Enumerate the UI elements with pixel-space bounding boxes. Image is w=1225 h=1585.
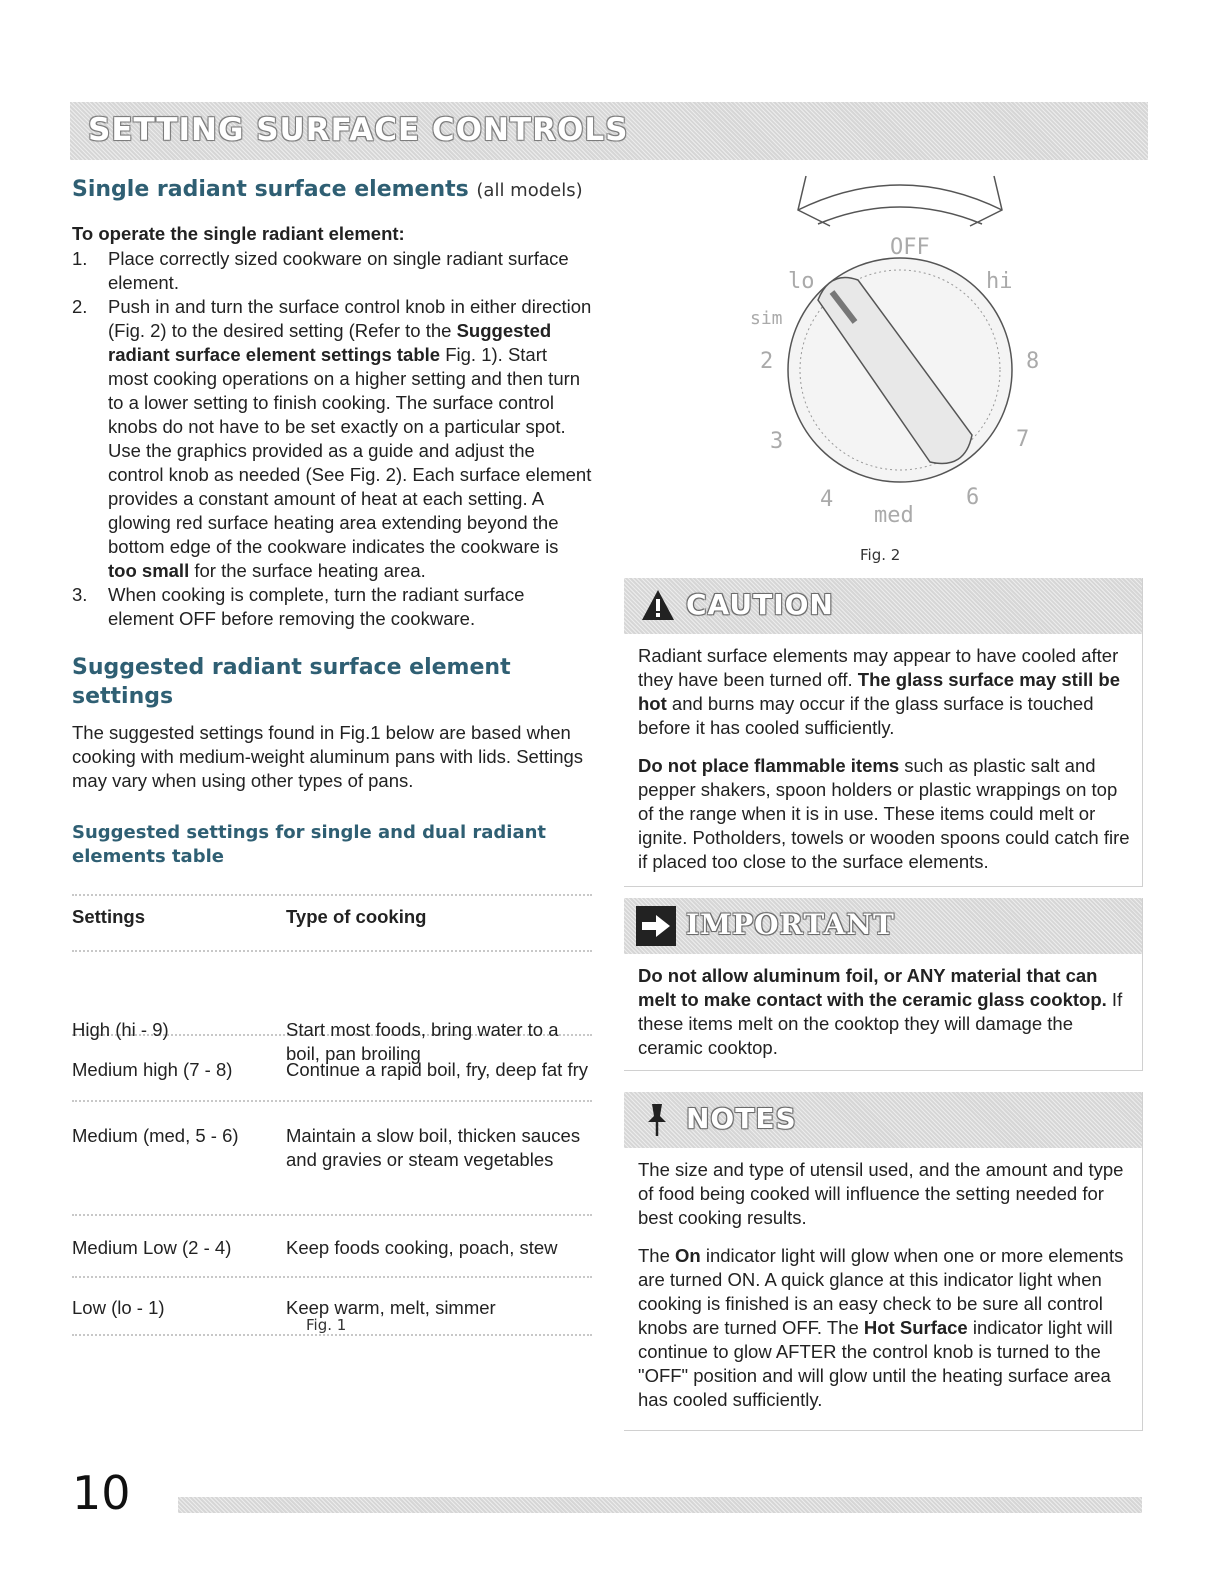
caution-content <box>624 634 1142 882</box>
step-text: Place correctly sized cookware on single radiant surface element. <box>108 248 569 293</box>
notes-paragraph <box>638 1244 1134 1412</box>
knob-label-7: 7 <box>1016 427 1030 452</box>
single-elements-heading-text: Single radiant surface elements <box>72 177 469 202</box>
left-column <box>72 175 592 869</box>
knob-label-lo: lo <box>788 269 815 294</box>
step-item <box>72 583 592 631</box>
knob-label-6: 6 <box>966 485 980 510</box>
step-bold-too-small: too small <box>108 560 190 581</box>
suggested-heading: Suggested radiant surface element settings <box>72 655 511 709</box>
important-paragraph <box>638 964 1134 1060</box>
caution-text: Radiant surface elements may appear to have cooled after they have been turned off. <box>638 645 1119 690</box>
step-number: 2. <box>72 296 88 317</box>
table-cell-cooking: Continue a rapid boil, fry, deep fat fry <box>286 1059 588 1080</box>
settings-table <box>72 894 592 1336</box>
important-content <box>624 954 1142 1068</box>
table-header-settings: Settings <box>72 906 145 927</box>
step-text: Fig. 1). Start most cooking operations on a higher setting and then turn to a lower setting to finish cooking. The surface control knobs do not have to be set exactly on a particular spot. Use the graphics provided as a guide and adjust the control knob as needed (See Fig. 2). Each surface element provides a constant amount of heat at each setting. A glowing red surface heating area extending beyond the bottom edge of the cookware indicates the cookware is <box>108 344 592 557</box>
important-bold-text: Do not allow aluminum foil, or ANY material that can melt to make contact with the ceramic glass cooktop. <box>638 965 1107 1010</box>
step-text: Push in and turn the surface control knob in either direction (Fig. 2) to the desired setting (Refer to the <box>108 296 592 341</box>
caution-bold-text: Do not place flammable items <box>638 755 900 776</box>
important-arrow-icon <box>636 906 676 946</box>
suggested-text: The suggested settings found in Fig.1 below are based when cooking with medium-weight aluminum pans with lids. Settings may vary when using other types of pans. <box>72 722 584 791</box>
section-header-band <box>70 102 1148 160</box>
caution-box <box>624 578 1143 887</box>
table-cell-setting: Medium (med, 5 - 6) <box>72 1125 239 1146</box>
fig2-caption: Fig. 2 <box>860 546 901 564</box>
important-band <box>624 898 1142 954</box>
control-knob-diagram <box>740 170 1060 570</box>
table-row <box>72 1036 592 1102</box>
table-header-type: Type of cooking <box>286 906 427 927</box>
step-number: 3. <box>72 584 88 605</box>
knob-label-off: OFF <box>890 235 930 260</box>
single-elements-heading-sub: (all models) <box>476 180 583 201</box>
table-cell-cooking: Start most foods, bring water to a boil, pan broiling <box>286 1019 559 1064</box>
table-cell-setting: Medium Low (2 - 4) <box>72 1237 232 1258</box>
caution-band <box>624 578 1142 634</box>
pushpin-icon <box>642 1102 672 1138</box>
table-row <box>72 952 592 1064</box>
notes-box <box>624 1092 1143 1431</box>
notes-bold-text: On <box>675 1245 701 1266</box>
table-title: Suggested settings for single and dual radiant elements table <box>72 822 547 867</box>
table-cell-setting: Low (lo - 1) <box>72 1297 165 1318</box>
single-elements-heading <box>72 175 592 205</box>
caution-paragraph <box>638 644 1134 740</box>
direction-arrow-icon <box>798 176 1002 226</box>
notes-text: indicator light will glow when one or more elements are turned ON. A quick glance at this indicator light when cooking is finished is an easy check to be sure all control knobs are turned OFF. The <box>638 1245 1124 1338</box>
table-cell-setting: Medium high (7 - 8) <box>72 1059 233 1080</box>
knob-label-sim: sim <box>750 308 783 329</box>
table-cell-setting: High (hi - 9) <box>72 1019 169 1040</box>
operate-heading: To operate the single radiant element: <box>72 223 405 244</box>
caution-text: such as plastic salt and pepper shakers, spoon holders or plastic wrappings on top of the range when it is in use. These items could melt or ignite. Potholders, towels or wooden spoons could catch fire if placed too close to the surface elements. <box>638 755 1130 872</box>
footer-band <box>178 1497 1142 1513</box>
caution-paragraph <box>638 754 1134 874</box>
caution-text: and burns may occur if the glass surface is touched before it has cooled sufficiently. <box>638 693 1094 738</box>
important-text: If these items melt on the cooktop they will damage the ceramic cooktop. <box>638 989 1123 1058</box>
table-row <box>72 1102 592 1216</box>
step-item <box>72 295 592 583</box>
warning-triangle-icon <box>640 588 676 622</box>
step-number: 1. <box>72 248 88 269</box>
knob-label-2: 2 <box>760 349 774 374</box>
important-title: IMPORTANT <box>686 908 895 941</box>
table-cell-cooking: Maintain a slow boil, thicken sauces and gravies or steam vegetables <box>286 1125 581 1170</box>
notes-text: The <box>638 1245 676 1266</box>
knob-label-8: 8 <box>1026 349 1040 374</box>
table-cell-cooking: Keep warm, melt, simmer <box>286 1297 496 1318</box>
notes-bold-text: Hot Surface <box>863 1317 968 1338</box>
step-item <box>72 247 592 295</box>
knob-label-4: 4 <box>820 487 834 512</box>
operate-steps <box>72 247 592 631</box>
knob-label-med: med <box>874 503 914 528</box>
caution-bold-text: The glass surface may still be hot <box>638 669 1120 714</box>
notes-band <box>624 1092 1142 1148</box>
notes-content <box>624 1148 1142 1420</box>
notes-paragraph: The size and type of utensil used, and the amount and type of food being cooked will influence the setting needed for best cooking results. <box>638 1159 1124 1228</box>
knob-label-3: 3 <box>770 429 784 454</box>
table-row <box>72 1216 592 1278</box>
caution-title: CAUTION <box>686 588 834 621</box>
notes-title: NOTES <box>686 1102 797 1135</box>
fig1-caption: Fig. 1 <box>306 1316 347 1334</box>
table-cell-cooking: Keep foods cooking, poach, stew <box>286 1237 558 1258</box>
section-title: SETTING SURFACE CONTROLS <box>88 112 629 148</box>
notes-text: indicator light will continue to glow AFTER the control knob is turned to the "OFF" position and will glow until the heating surface area has cooled sufficiently. <box>638 1317 1113 1410</box>
step-text: When cooking is complete, turn the radiant surface element OFF before removing the cookware. <box>108 584 525 629</box>
important-box <box>624 898 1143 1071</box>
step-text: for the surface heating area. <box>189 560 426 581</box>
page-number: 10 <box>72 1466 131 1520</box>
knob-label-hi: hi <box>986 269 1013 294</box>
step-bold-table-ref: Suggested radiant surface element settings table <box>108 320 552 365</box>
table-header-row <box>72 894 592 952</box>
